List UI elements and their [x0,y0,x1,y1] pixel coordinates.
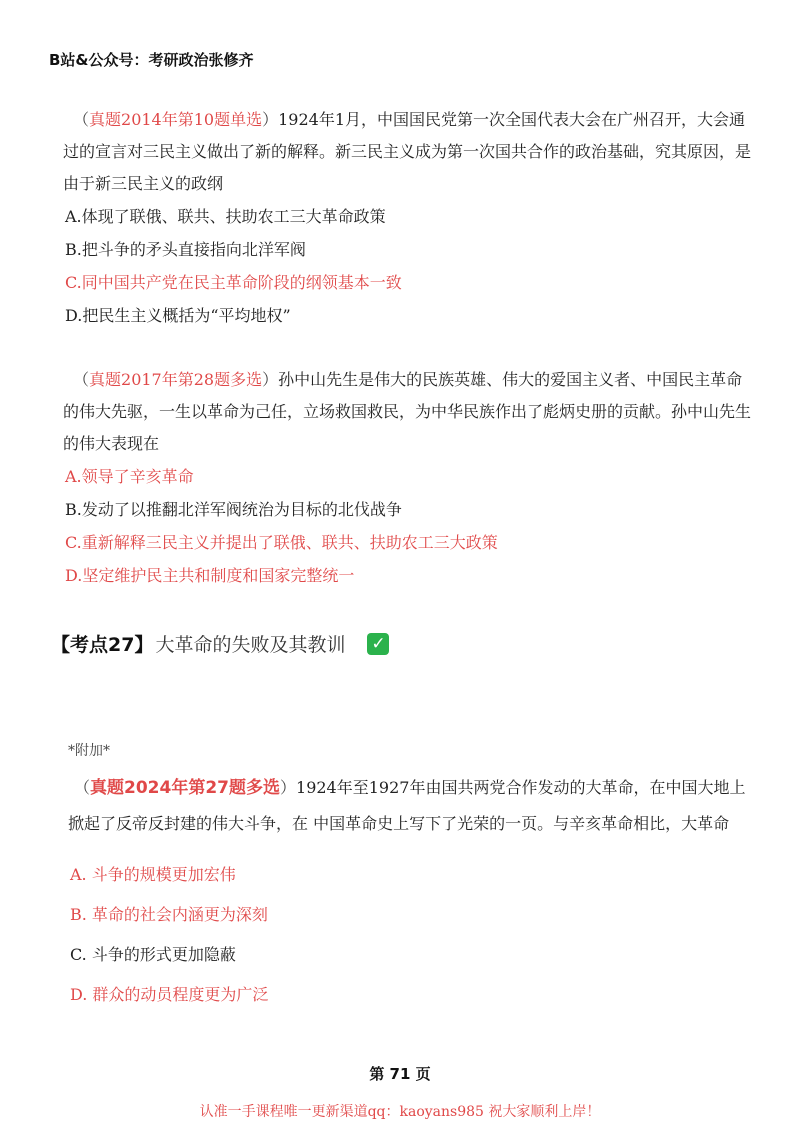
question-2017-28 [63,364,753,592]
section-title: 大革命的失败及其教训 [155,634,346,656]
option-b-correct: B. 革命的社会内涵更为深刻 [70,905,268,924]
option-c: C. 斗争的形式更加隐蔽 [70,945,236,964]
section-label: 【考点27】 [51,634,154,656]
option-b: B.把斗争的矛头直接指向北洋军阀 [65,240,306,259]
question-2014-10 [63,104,753,332]
option-b: B.发动了以推翻北洋军阀统治为目标的北伐战争 [65,500,402,519]
question-source-tag: 真题2014年第10题单选 [89,110,263,129]
open-paren: （ [74,778,91,797]
question-text: 1924年至1927年由国共两党合作发动的大革命，在中国大地上掀起了反帝反封建的伟大斗争，在 中国革命史上写下了光荣的一页。与辛亥革命相比，大革命 [68,778,746,833]
options-list [68,855,753,1015]
option-d: D.把民生主义概括为“平均地权” [65,306,291,325]
question-stem [63,104,753,200]
option-d-correct: D.坚定维护民主共和制度和国家完整统一 [65,566,355,585]
page-number: 第 71 页 [369,1065,431,1083]
option-c-correct: C.重新解释三民主义并提出了联俄、联共、扶助农工三大政策 [65,533,498,552]
question-text: 孙中山先生是伟大的民族英雄、伟大的爱国主义者、中国民主革命的伟大先驱，一生以革命为己任，立场救国救民，为中华民族作出了彪炳史册的贡献。孙中山先生的伟大表现在 [63,370,752,453]
option-c-correct: C.同中国共产党在民主革命阶段的纲领基本一致 [65,273,402,292]
option-a-correct: A.领导了辛亥革命 [65,467,194,486]
page-footer: 认准一手课程唯一更新渠道qq：kaoyans985 祝大家顺利上岸！ [199,1104,601,1120]
close-paren: ） [262,370,279,389]
section-heading [51,630,389,657]
question-stem [63,364,753,460]
option-a-correct: A. 斗争的规模更加宏伟 [70,865,236,884]
close-paren: ） [280,778,297,797]
appendix-note: *附加* [68,743,110,759]
close-paren: ） [262,110,279,129]
open-paren: （ [73,110,90,129]
question-source-tag: 真题2017年第28题多选 [89,370,263,389]
option-d-correct: D. 群众的动员程度更为广泛 [70,985,269,1004]
option-a: A.体现了联俄、联共、扶助农工三大革命政策 [65,207,386,226]
check-mark-icon: ✓ [367,633,389,655]
question-stem [68,770,753,841]
question-source-tag: 真题2024年第27题多选 [90,778,280,798]
question-2024-27 [68,770,753,1015]
open-paren: （ [73,370,90,389]
page-header: B站&公众号：考研政治张修齐 [49,51,254,69]
question-text: 1924年1月，中国国民党第一次全国代表大会在广州召开，大会通过的宣言对三民主义做出了新的解释。新三民主义成为第一次国共合作的政治基础，究其原因，是由于新三民主义的政纲 [63,110,752,193]
